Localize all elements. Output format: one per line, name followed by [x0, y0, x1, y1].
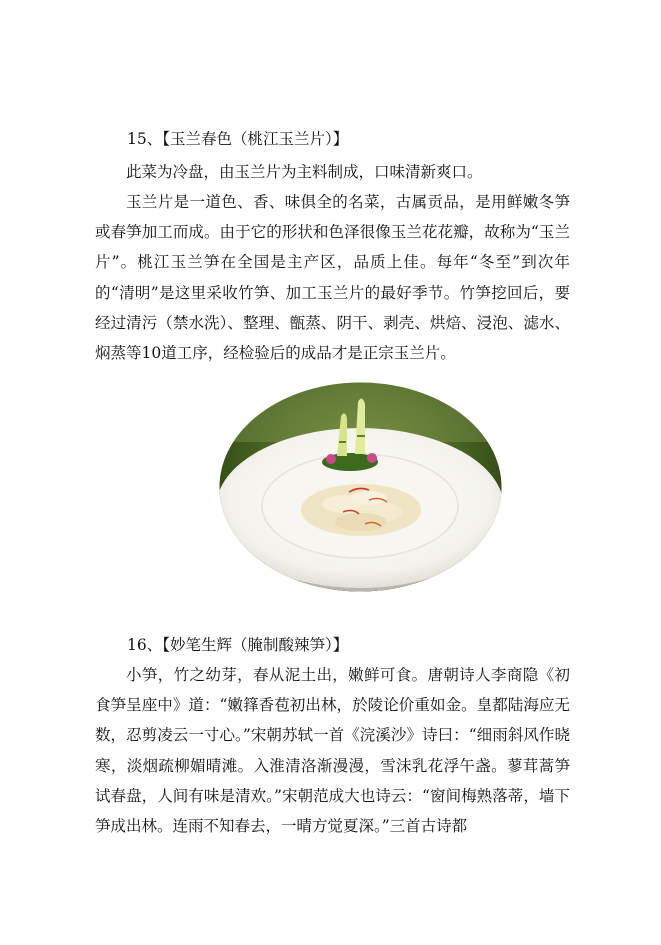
section-16-heading: 16、【妙笔生辉（腌制酸辣笋）】	[127, 636, 349, 654]
dish-photo-icon	[219, 382, 502, 592]
section-15-heading: 15、【玉兰春色（桃江玉兰片）】	[127, 130, 349, 148]
section-15-paragraph-1: 此菜为冷盘，由玉兰片为主料制成，口味清新爽口。	[126, 163, 483, 181]
dish-photo	[219, 382, 502, 592]
section-15-paragraph-2: 玉兰片是一道色、香、味俱全的名菜，古属贡品，是用鲜嫩冬笋或春笋加工而成。由于它的形状和色泽很像玉兰花花瓣，故称为“玉兰片”。桃江玉兰笋在全国是主产区，品质上佳。每年“冬至”到次年的“清明”是这里采收竹笋、加工玉兰片的最好季节。竹笋挖回后，要经过清污（禁水洗）、整理、甑蒸、阴干、剥壳、烘焙、浸泡、滤水、焖蒸等10道工序，经检验后的成品才是正宗玉兰片。	[95, 193, 570, 363]
section-16-paragraph-1: 小笋，竹之幼芽，春从泥土出，嫩鲜可食。唐朝诗人李商隐《初食笋呈座中》道：“嫩箨香苞初出林，於陵论价重如金。皇都陆海应无数，忍剪凌云一寸心。”宋朝苏轼一首《浣溪沙》诗曰：“细雨斜风作晓寒，淡烟疏柳媚晴滩。入淮清洛渐漫漫，雪沫乳花浮午盏。蓼茸蒿笋试春盘，人间有味是清欢。”宋朝范成大也诗云：“窗间梅熟落蒂，墙下笋成出林。连雨不知春去，一晴方觉夏深。”三首古诗都	[95, 666, 570, 836]
